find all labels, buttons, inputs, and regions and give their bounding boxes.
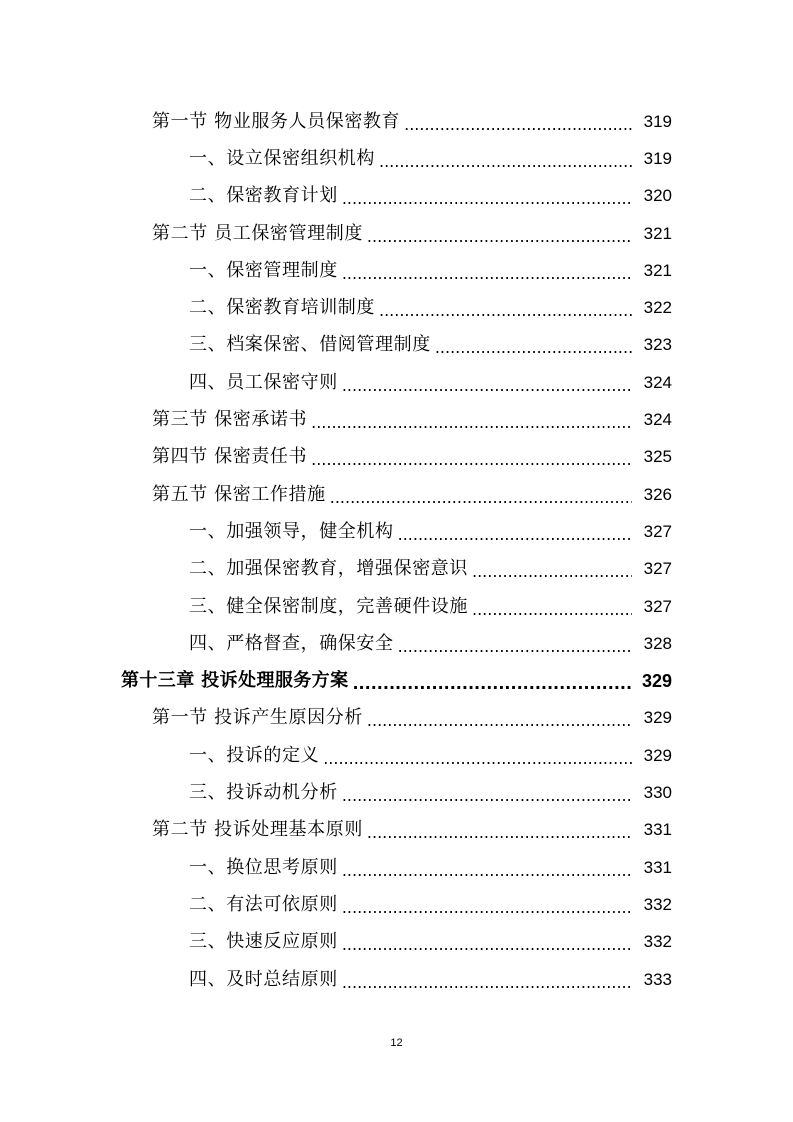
toc-entry-section[interactable] <box>152 476 672 513</box>
toc-entry-label: 第一节 物业服务人员保密教育 <box>152 110 401 132</box>
toc-entry-page: 328 <box>643 633 672 653</box>
toc-entry-item[interactable] <box>189 588 672 625</box>
toc-entry-label: 二、加强保密教育，增强保密意识 <box>189 558 468 580</box>
leader-dots <box>398 524 632 546</box>
toc-entry-label: 一、投诉的定义 <box>189 744 320 766</box>
toc-entry-page: 332 <box>643 894 672 914</box>
toc-entry-section[interactable] <box>152 215 672 252</box>
toc-entry-label: 三、投诉动机分析 <box>189 782 338 804</box>
leader-dots <box>342 860 632 882</box>
leader-dots <box>342 263 632 285</box>
toc-entry-item[interactable] <box>189 178 672 215</box>
toc-entry-label: 第二节 员工保密管理制度 <box>152 222 363 244</box>
toc-entry-page: 333 <box>643 969 672 989</box>
toc-entry-item[interactable] <box>189 290 672 327</box>
leader-dots <box>342 972 632 994</box>
toc-entry-label: 四、严格督查，确保安全 <box>189 632 394 654</box>
toc-entry-item[interactable] <box>189 364 672 401</box>
toc-entry-page: 319 <box>643 148 672 168</box>
toc-entry-page: 331 <box>643 820 672 840</box>
toc-entry-page: 327 <box>643 521 672 541</box>
toc-entry-item[interactable] <box>189 924 672 961</box>
leader-dots <box>435 337 632 359</box>
toc-entry-item[interactable] <box>189 140 672 177</box>
toc-entry-label: 第三节 保密承诺书 <box>152 409 308 431</box>
toc-entry-section[interactable] <box>152 812 672 849</box>
toc-entry-label: 二、有法可依原则 <box>189 893 338 915</box>
leader-dots <box>342 897 632 919</box>
toc-entry-page: 325 <box>643 447 672 467</box>
toc-entry-label: 四、员工保密守则 <box>189 371 338 393</box>
leader-dots <box>367 822 632 844</box>
leader-dots <box>352 673 632 695</box>
toc-entry-item[interactable] <box>189 551 672 588</box>
toc-entry-page: 327 <box>643 559 672 579</box>
toc-entry-page: 324 <box>643 372 672 392</box>
toc-entry-label: 二、保密教育计划 <box>189 185 338 207</box>
toc-entry-page: 329 <box>643 708 672 728</box>
toc-entry-item[interactable] <box>189 327 672 364</box>
toc-entry-item[interactable] <box>189 774 672 811</box>
toc-entry-page: 321 <box>643 223 672 243</box>
leader-dots <box>379 151 632 173</box>
toc-entry-section[interactable] <box>152 103 672 140</box>
page-number: 12 <box>390 1037 403 1049</box>
leader-dots <box>311 412 632 434</box>
toc-entry-page: 324 <box>643 410 672 430</box>
toc-entry-label: 第二节 投诉处理基本原则 <box>152 819 363 841</box>
leader-dots <box>367 226 632 248</box>
leader-dots <box>311 449 632 471</box>
leader-dots <box>472 561 632 583</box>
toc-entry-page: 329 <box>641 671 672 692</box>
leader-dots <box>404 114 632 136</box>
toc-entry-page: 331 <box>643 857 672 877</box>
leader-dots <box>342 785 632 807</box>
toc-entry-label: 一、保密管理制度 <box>189 259 338 281</box>
toc-entry-item[interactable] <box>189 849 672 886</box>
toc-entry-label: 一、换位思考原则 <box>189 856 338 878</box>
toc-entry-page: 329 <box>643 745 672 765</box>
toc-entry-label: 第十三章 投诉处理服务方案 <box>121 670 349 692</box>
toc-entry-label: 第一节 投诉产生原因分析 <box>152 707 363 729</box>
toc-entry-page: 319 <box>643 111 672 131</box>
toc-entry-page: 323 <box>643 335 672 355</box>
toc-entry-label: 三、快速反应原则 <box>189 931 338 953</box>
leader-dots <box>472 599 632 621</box>
leader-dots <box>398 636 632 658</box>
toc-entry-chapter[interactable] <box>121 663 672 700</box>
toc-entry-page: 332 <box>643 932 672 952</box>
toc-entry-page: 327 <box>643 596 672 616</box>
toc-entry-label: 一、加强领导，健全机构 <box>189 520 394 542</box>
toc-entry-section[interactable] <box>152 401 672 438</box>
leader-dots <box>379 300 632 322</box>
leader-dots <box>323 748 632 770</box>
toc-entry-label: 二、保密教育培训制度 <box>189 297 375 319</box>
toc-entry-section[interactable] <box>152 700 672 737</box>
toc-entry-label: 三、健全保密制度，完善硬件设施 <box>189 595 468 617</box>
leader-dots <box>342 375 632 397</box>
toc-entry-item[interactable] <box>189 737 672 774</box>
leader-dots <box>342 934 632 956</box>
leader-dots <box>342 188 632 210</box>
toc-entry-label: 四、及时总结原则 <box>189 968 338 990</box>
toc-entry-page: 320 <box>643 186 672 206</box>
toc-entry-item[interactable] <box>189 513 672 550</box>
toc-entry-section[interactable] <box>152 439 672 476</box>
toc-entry-label: 第四节 保密责任书 <box>152 446 308 468</box>
toc-entry-label: 一、设立保密组织机构 <box>189 147 375 169</box>
toc-entry-page: 321 <box>643 260 672 280</box>
toc-entry-page: 322 <box>643 298 672 318</box>
leader-dots <box>330 487 632 509</box>
toc-entry-page: 326 <box>643 484 672 504</box>
toc-entry-item[interactable] <box>189 961 672 998</box>
toc-entry-label: 第五节 保密工作措施 <box>152 483 326 505</box>
toc-entry-item[interactable] <box>189 252 672 289</box>
toc-entry-label: 三、档案保密、借阅管理制度 <box>189 334 431 356</box>
toc-entry-item[interactable] <box>189 886 672 923</box>
toc-entry-item[interactable] <box>189 625 672 662</box>
toc-entry-page: 330 <box>643 783 672 803</box>
leader-dots <box>367 710 632 732</box>
